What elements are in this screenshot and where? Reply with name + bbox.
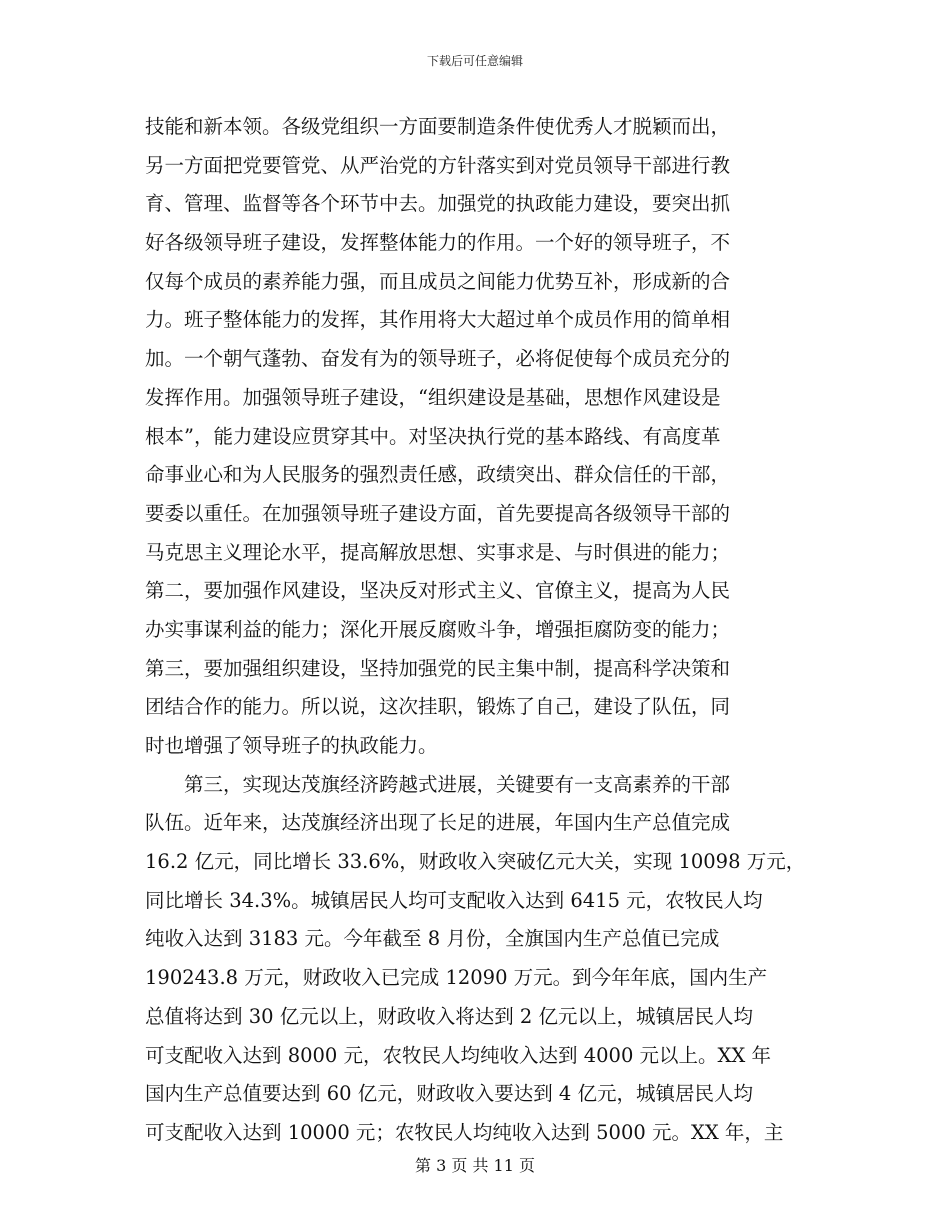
text-line: 办实事谋利益的能力；深化开展反腐败斗争，增强拒腐防变的能力； xyxy=(145,617,731,641)
text-line: 可支配收入达到 8000 元，农牧民人均纯收入达到 4000 元以上。XX 年 xyxy=(145,1043,772,1067)
text-line: 时也增强了领导班子的执政能力。 xyxy=(145,734,438,757)
text-line: 要委以重任。在加强领导班子建设方面，首先要提高各级领导干部的 xyxy=(145,501,731,525)
text-line: 力。班子整体能力的发挥，其作用将大大超过单个成员作用的简单相 xyxy=(145,308,731,332)
text-line: 技能和新本领。各级党组织一方面要制造条件使优秀人才脱颖而出， xyxy=(145,115,731,138)
text-line: 根本”，能力建设应贯穿其中。对坚决执行党的基本路线、有高度革 xyxy=(145,424,721,448)
document-body xyxy=(145,108,825,1153)
text-line: 可支配收入达到 10000 元；农牧民人均纯收入达到 5000 元。XX 年，主 xyxy=(145,1120,784,1144)
text-line: 仅每个成员的素养能力强，而且成员之间能力优势互补，形成新的合 xyxy=(145,269,731,293)
text-line: 队伍。近年来，达茂旗经济出现了长足的进展，年国内生产总值完成 xyxy=(145,811,731,835)
text-line: 国内生产总值要达到 60 亿元，财政收入要达到 4 亿元，城镇居民人均 xyxy=(145,1082,754,1106)
text-line: 命事业心和为人民服务的强烈责任感，政绩突出、群众信任的干部， xyxy=(145,463,731,487)
text-line: 加。一个朝气蓬勃、奋发有为的领导班子，必将促使每个成员充分的 xyxy=(145,347,731,371)
paragraph-start-line: 第三，实现达茂旗经济跨越式进展，关键要有一支高素养的干部 xyxy=(184,772,731,796)
text-line: 育、管理、监督等各个环节中去。加强党的执政能力建设，要突出抓 xyxy=(145,192,731,216)
text-line: 另一方面把党要管党、从严治党的方针落实到对党员领导干部进行教 xyxy=(145,153,731,177)
page-number-footer: 第 3 页 共 11 页 xyxy=(415,1156,535,1175)
text-line: 第三，要加强组织建设，坚持加强党的民主集中制，提高科学决策和 xyxy=(145,656,731,680)
text-line: 好各级领导班子建设，发挥整体能力的作用。一个好的领导班子，不 xyxy=(145,231,731,255)
text-line: 16.2 亿元，同比增长 33.6%，财政收入突破亿元大关，实现 10098 万元， xyxy=(145,850,806,874)
text-line: 总值将达到 30 亿元以上，财政收入将达到 2 亿元以上，城镇居民人均 xyxy=(145,1004,754,1028)
text-line: 马克思主义理论水平，提高解放思想、实事求是、与时俱进的能力； xyxy=(145,540,731,564)
text-line: 190243.8 万元，财政收入已完成 12090 万元。到今年年底，国内生产 xyxy=(145,966,768,990)
page-header-note: 下载后可任意编辑 xyxy=(426,54,523,68)
text-line: 第二，要加强作风建设，坚决反对形式主义、官僚主义，提高为人民 xyxy=(145,579,731,603)
text-line: 同比增长 34.3%。城镇居民人均可支配收入达到 6415 元，农牧民人均 xyxy=(145,888,763,912)
text-line: 纯收入达到 3183 元。今年截至 8 月份，全旗国内生产总值已完成 xyxy=(145,927,720,951)
text-line: 发挥作用。加强领导班子建设，“组织建设是基础，思想作风建设是 xyxy=(145,385,721,409)
text-line: 团结合作的能力。所以说，这次挂职，锻炼了自己，建设了队伍，同 xyxy=(145,695,731,719)
